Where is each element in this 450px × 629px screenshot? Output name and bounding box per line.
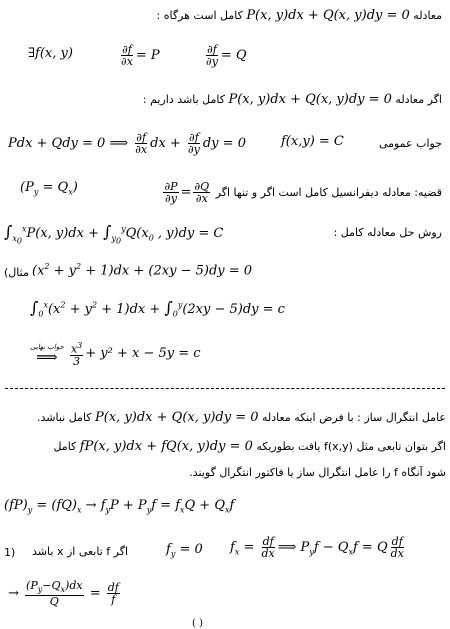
- solution-method-label: روش حل معادله کامل :: [333, 226, 442, 239]
- general-solution-label: جواب عمومی: [378, 137, 442, 150]
- fy-zero: $f_y = 0$: [166, 542, 203, 559]
- df-dy-eq-Q: $\frac{\partial f}{\partial y}$ = Q: [206, 43, 247, 68]
- example-integral: $\int_0^x(x^2 + y^2 + 1)dx + \int_0^y(2xy - 5)dy = c$: [30, 298, 285, 319]
- exactness-condition: $(P_y = Q_x)$: [20, 180, 78, 197]
- section-divider: [5, 388, 445, 389]
- case-label: اگر f تابعی از x باشد: [32, 545, 128, 558]
- page-footer-mark: ( ): [192, 618, 203, 629]
- exists-f: ∃f(x, y): [28, 46, 73, 61]
- fx-relation: $f_x$ = $\frac{df}{dx}$ ⟹ $P_yf - Q_xf = Q$ $\frac{df}{dx}$: [230, 535, 404, 560]
- total-differential-eq: Pdx + Qdy = 0 ⟹ $\frac{\partial f}{\partial x}$ dx + $\frac{\partial f}{\partial y}$ dy = 0: [8, 131, 246, 156]
- integrating-factor-intro: عامل انتگرال ساز : با فرض اینکه معادله P(x, y)dx + Q(x, y)dy = 0 کامل نباشد.: [37, 410, 446, 425]
- integrating-factor-def: اگر بتوان تابعی مثل f(x,y) یافت بطوریکه fP(x, y)dx + fQ(x, y)dy = 0 کامل: [53, 439, 446, 454]
- final-answer: جواب نهایی ⟹ $\frac{x^3}{3}$ + y² + x − 5y = c: [30, 341, 201, 368]
- exact-condition-sentence: معادله P(x, y)dx + Q(x, y)dy = 0 کامل است هرگاه :: [156, 8, 442, 23]
- example-equation: $(x^2 + y^2 + 1)dx + (2xy - 5)dy = 0$: [32, 262, 253, 279]
- theorem-sentence: قضیه: معادله دیفرانسیل کامل است اگر و تنها اگر $\frac{\partial P}{\partial y}$ = $\frac{\partial Q}{\partial x}$: [164, 180, 442, 205]
- if-exact-sentence: اگر معادله P(x, y)dx + Q(x, y)dy = 0 کامل باشد داریم :: [142, 92, 442, 107]
- integrating-factor-condition: $(fP)_y = (fQ)_x \to f_yP + P_yf = f_xQ + Q_xf$: [4, 498, 235, 515]
- exact-solution-formula: $\int_{x_0}^xP(x$, $y)dx + \int_{y_0}^yQ(x_0$ , y)dy = C: [4, 222, 224, 246]
- separated-relation: → $\frac{(P_y-Q_x)dx}{Q}$ = $\frac{df}{f}$: [8, 579, 119, 609]
- example-label: (مثال: [4, 266, 29, 279]
- case-number: 1): [4, 546, 16, 559]
- df-dx-eq-P: $\frac{\partial f}{\partial x}$ = P: [121, 43, 160, 68]
- final-answer-label: جواب نهایی: [30, 342, 64, 351]
- general-solution: f(x,y) = C: [281, 134, 344, 149]
- integrating-factor-name: شود آنگاه f را عامل انتگرال ساز یا فاکتور انتگرال گویند.: [189, 466, 446, 479]
